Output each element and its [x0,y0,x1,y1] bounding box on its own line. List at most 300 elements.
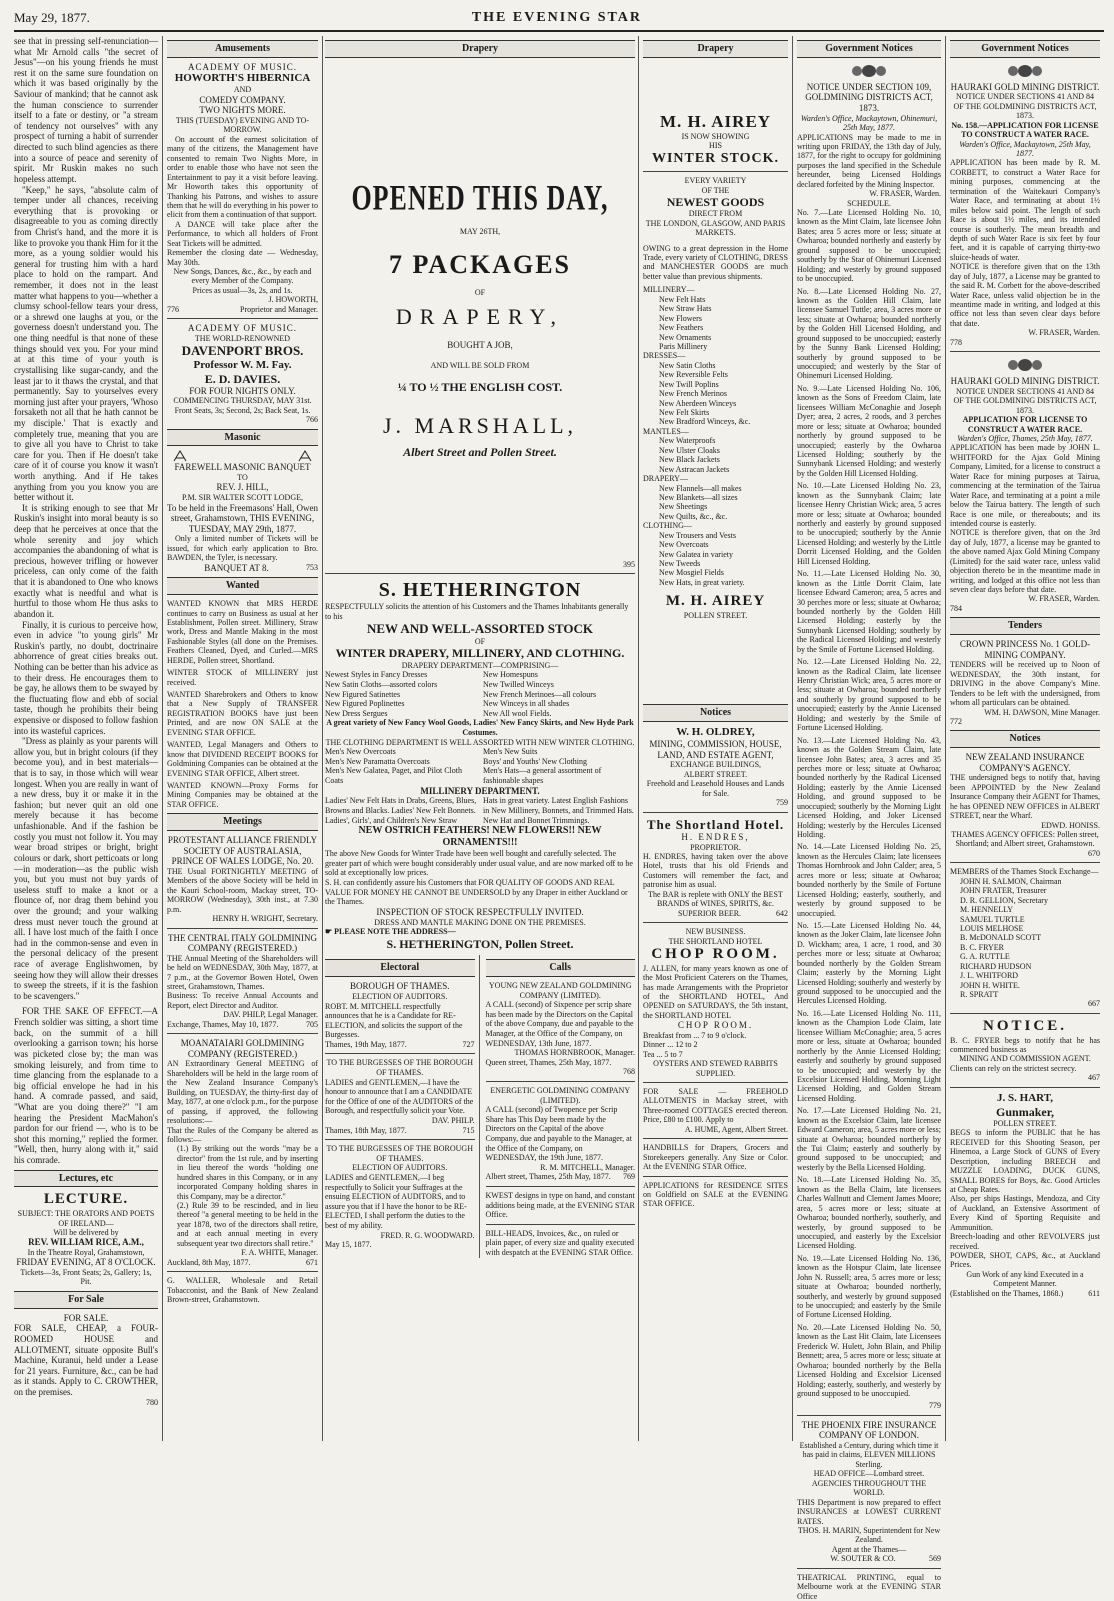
opened-date: MAY 26TH, [459,227,501,237]
section-header-wanted: Wanted [167,577,318,595]
ad-number: 715 [462,1125,475,1135]
electoral-election: ELECTION OF AUDITORS. [352,1163,448,1173]
whitford-notice: NOTICE is therefore given, that on the 3rd day of July, 1877, a license may be granted to the above named Ajax Gold Mining Company (Limited) for the said water race, unless valid objection thereto be in the meantime made in writing, and lodged at this office not less than seven clear days before that date. [950,528,1100,595]
hetherington-flowers: NEW OSTRICH FEATHERS! NEW FLOWERS!! NEW ORNAMENTS!!! [358,825,602,849]
hart-gunmaker: Gunmaker, [996,1104,1054,1119]
waller-ad: G. WALLER, Wholesale and Retail Tobacconist, and the Bank of New Zealand Brown-street, Grahamstown. [167,1276,318,1304]
masonic-rev: REV. J. HILL, [216,482,269,493]
member: JOHN H. SALMON, Chairman [960,876,1062,886]
airey-of: OF THE [701,185,730,195]
stock-item: New Bradford Winceys, &c. [659,417,751,427]
section-header-notices: Notices [950,730,1100,748]
howorth-songs: New Songs, Dances, &c., &c., by each and every Member of the Company. [173,267,312,286]
warden-office: Warden's Office, Mackaytown, Ohinemuri, 25th May, 1877. [800,113,938,133]
column-5 [797,36,941,1601]
stock-item: New French Merinos [659,389,727,399]
freehold-ad: FOR SALE — FREEHOLD ALLOTMENTS in Mackay street, with Three-roomed COTTAGES erected thereon. Price, £80 to £100. Apply to [643,1087,788,1125]
stock-item: New Reversible Felts [659,370,728,380]
kwest-ad: KWEST designs in type on hand, and constant additions being made, at the EVENING STAR Office. [485,1190,635,1220]
member: B. McDONALD SCOTT [960,933,1042,943]
howorth-sign2: Proprietor and Manager. [240,304,318,314]
hetherington-address: S. HETHERINGTON, Pollen Street. [386,936,574,951]
lecture-title: LECTURE. [43,1191,129,1208]
billheads-ad: BILL-HEADS, Invoices, &c., on ruled or plain paper, of every size and quality executed with despatch at the EVENING STAR Office. [485,1228,635,1257]
whitford-application: APPLICATION has been made by JOHN L. WHITFORD for the Ajax Gold Mining Company, Limited, for a license to construct a Water Race for mining purposes at Tairua, commencing at the termination of the Tairua Water Race, and terminating at a point a mile below the Tairua battery. The length of such Race is one mile, or thereabouts; and its intended course is easterly. [950,443,1100,528]
howorth-and: AND [233,85,252,95]
article-paragraph: "Dress as plainly as your parents will allow you, but in bright colours (if they become you), and in best materials—that is to say, in those which will wear longest. When you are really in want of a new dress, buy it or make it in the fashion; but never quit an old one merely because it has become unfashionable. And if the fashion be costly you must not follow it. You may wear broad stripes or bright, bright colours or dark, short petticoats or long—in moderation—as the public wish you, but you must not buy yards of useless stuff to make a knot or a flounce of, nor drag them behind you over the ground; and your walking dress must never touch the ground at all. I have lost much of the faith I once had in the common-sense and even in the personal delicacy of the present race of average Englishwomen, by seeing how they will allow their dresses to sweep the streets, if it is the fashion to be scavengers." [14,736,158,1001]
drapery-item: New French Merinoes—all colours [483,689,597,699]
member: J. L. WHITFORD [960,971,1019,981]
schedule-item: No. 8.—Late Licensed Holding No. 27, known as the Golden Hill Claim, late licensee Samuel Tuttle; area, 3 acres more or less; situate at Owharoa; bounded northerly by the Golden Hill Licensed Holding, and ground supposed to be unoccupied; easterly by the Sunny Bank Licensed Holding; southerly by ground supposed to be unoccupied; and westerly by the Star of Ohinemuri Licensed Holding. [797,286,941,381]
wanted-ad: WANTED KNOWN—Proxy Forms for Mining Companies may be obtained at the STAR OFFICE. [167,780,318,809]
lecture-by: Will be delivered by [53,1227,119,1237]
stock-item: New Aberdeen Winceys [659,398,737,408]
airey-direct: DIRECT FROM [688,209,743,219]
stock-item: New Astracan Jackets [659,464,730,474]
moanataiari-rules: That the Rules of the Company be altered as follows:— [167,1125,318,1144]
clothing-department: THE CLOTHING DEPARTMENT IS WELL ASSORTED WITH NEW WINTER CLOTHING. [325,737,635,747]
hetherington-note [325,927,635,937]
lecture-place: In the Theatre Royal, Grahamstown, [27,1248,145,1257]
member: M. HENNELLY [960,905,1013,915]
member: SAMUEL TURTLE [960,914,1025,924]
schedule-item: No. 14.—Late Licensed Holding No. 25, known as the Hercules Claim; late licensees Thomas Hornbrook and John Calder; area, 5 acres more or less; situate at Owharoa; bounded northerly by the Smile of Fortune Licensed Holding; easterly, southerly, and westerly by ground supposed to be unoccupied. [797,842,941,918]
woodward-notice: LADIES and GENTLEMEN,—I beg respectfully to Solicit your Suffrages at the ensuing ELECTION of AUDITORS, and to assure you that if I have the honor to be RE-ELECTED, I shall perform the duties to the best of my ability. [325,1173,467,1230]
woodward-sign: FRED. R. G. WOODWARD. [380,1230,475,1240]
shortland-title: The Shortland Hotel. [646,816,785,832]
stock-item: New Tweeds [659,559,701,569]
howorth-nights: TWO NIGHTS MORE. [199,105,286,116]
category-mantles: MANTLES— [643,426,689,436]
philp-sign: DAV. PHILP. [431,1116,475,1126]
hart-name: J. S. HART, [997,1091,1053,1104]
electoral-date: Thames, 18th May, 1877. [325,1125,407,1135]
allen-body: J. ALLEN, for many years known as one of the Most Proficient Caterers on the Thames, has made Arrangements with the Proprietor of the SHORTLAND HOTEL, And OPENED on SATURDAYS, the 5th instant, the SHORTLAND HOTEL [643,963,788,1020]
paper-title: THE EVENING STAR [471,10,643,25]
hart-gunwork: Gun Work of any kind Executed in a Competent Manner. [966,1269,1084,1289]
note-label: PLEASE NOTE THE ADDRESS— [334,927,456,937]
stock-item: New Satin Cloths [659,360,716,370]
howorth-sign: J. HOWORTH, [268,295,318,305]
stock-item: New Straw Hats [659,304,712,314]
ad-number: 778 [950,337,962,347]
oldrey-street: ALBERT STREET. [683,769,748,779]
member: RICHARD HUDSON [960,961,1032,971]
lecture-tickets: Tickets—3s, Front Seats; 2s, Gallery; 1s, Pit. [20,1268,152,1287]
howorth-prices: Prices as usual—3s, 2s, and 1s. [192,285,293,295]
phoenix-marin: THOS. H. MARIN, Superintendent for New Zealand. [797,1525,941,1545]
section-header-drapery: Drapery [325,40,635,58]
section-header-notices: Notices [643,704,788,722]
hauraki-title: HAURAKI GOLD MINING DISTRICT. [950,376,1100,387]
ad-number: 611 [1088,1288,1100,1298]
anecdote: FOR THE SAKE OF EFFECT.—A French soldier was sitting, a short time back, on the summit of a hill overlooking a garrison town; his horse was picketed close by; the man was smoking leisurely, and from time to time glancing from the esplanade to a big official envelope he had in his hand. A comrade passed, and said, "What are you doing there?" "I am hearing the President MacMahon's pardon for our friend —, who is to be shot this morning," replied the former. "Well, then, hurry along with it," said his comrade. [14,1006,158,1165]
masonic-time: BANQUET AT 8. [204,562,269,573]
young-nz-title: YOUNG NEW ZEALAND GOLDMINING COMPANY (LIMITED). [488,981,632,1000]
young-nz-sign: THOMAS HORNBROOK, Manager. [514,1048,635,1058]
section-header-lectures: Lectures, etc [14,1170,158,1188]
fryer-notice: B. C. FRYER begs to notify that he has commenced business as [950,1035,1100,1055]
davenport-title: DAVENPORT BROS. [181,343,304,359]
stock-item: New Sheetings [659,502,708,512]
for-sale-text: FOR SALE, CHEAP, a FOUR-ROOMED HOUSE and ALLOTMENT, situate opposite Bull's Machine, Kuranui, held under a Lease for 21 years. Furniture, &c., can be had as it stands. Apply to C. CROWTHER, on the premises. [14,1323,158,1397]
clothing-item: Men's Hats—a general assortment of fashionable shapes [483,766,602,785]
stock-item: Paris Millinery [659,341,708,351]
opened-title: OPENED THIS DAY, [351,177,609,218]
hart-street: POLLEN STREET. [993,1118,1057,1128]
davenport-nights: FOR FOUR NIGHTS ONLY. [189,385,296,396]
newbiz: NEW BUSINESS. [685,927,746,937]
opened-cost: ¼ TO ½ THE ENGLISH COST. [397,380,563,395]
davenport-commencing: COMMENCING THURSDAY, MAY 31st. [173,396,312,406]
hart-body: BEGS to inform the PUBLIC that he has RECEIVED for this Shooting Season, per Hinemoa, a Large Stock of GUNS of Every Description, including BREECH and MUZZLE LOADING, DUCK GUNS, SMALL BORES for Boys, &c. Good Articles at Cheap Rates. [950,1128,1100,1194]
drapery-item: New All wool Fields. [483,708,552,718]
howorth-title: HOWORTH'S HIBERNICA [174,72,311,85]
column-2 [167,36,318,1444]
member: D. R. GELLION, Secretary [960,895,1048,905]
phoenix-established: Established a Century, during which time it has paid in claims, ELEVEN MILLIONS Sterling. [799,1441,939,1469]
drapery-item: New Figured Satinettes [325,689,401,699]
lecturer: REV. WILLIAM RICE, A.M., [28,1237,144,1248]
phoenix-head: HEAD OFFICE—Lombard street. [813,1469,925,1479]
category-drapery: DRAPERY— [643,474,688,484]
section-header-government: Government Notices [797,40,941,58]
energetic-sign: R. M. MITCHELL, Manager. [540,1162,635,1172]
stock-item: New Waterproofs [659,436,716,446]
royal-arms-icon [849,62,889,78]
member: B. C. FRYER [960,942,1005,952]
opened-sold: AND WILL BE SOLD FROM [430,360,530,370]
issue-date: May 29, 1877. [14,10,90,25]
agency-offices: THAMES AGENCY OFFICES: Pollen street, Shortland; and Albert street, Grahamstown. [951,830,1099,849]
energetic-call: A CALL (second) of Twopence per Scrip Share has This Day been made by the Directors on the Capital of the above Company, due and payable to the Manager, at the Office of the Company, on WEDNESDAY, the 19th June, 1877. [485,1105,632,1163]
column-4 [643,36,788,1444]
fryer-clients: Clients can rely on the strictest secrecy. [950,1063,1077,1073]
stock-item: New Overcoats [659,540,709,550]
moanataiari-rule-2: (2.) Rule 39 to be rescinded, and in lieu thereof "a general meeting to be held in the year 1878, two of the directors shall retire, and at each annual meeting in every subsequent year two directors shall retire." [177,1201,318,1248]
masonic-body: To be held in the Freemasons' Hall, Owen street, Grahamstown, THIS EVENING, TUESDAY, MAY 29th, 1877. [167,502,318,534]
member: JOHN FRATER, Treasurer [960,886,1047,896]
stock-item: New Flowers [659,313,702,323]
airey-showing: IS NOW SHOWING [681,131,750,141]
stock-item: New Trousers and Vests [659,530,736,540]
lecture-subject: SUBJECT: THE ORATORS AND POETS OF IRELAND— [17,1209,155,1228]
schedule-item: No. 16.—Late Licensed Holding No. 111, known as the Champion Lode Claim, late licensee William McConaghie; area, 5 acres more or less, situate at Owharoa; bounded northerly by the Annie Licensed Holding; easterly and southerly by ground supposed to be unoccupied; and westerly by the Excelsior Licensed Holding, Morning Light Licensed Holding, and Golden Stream Licensed Holding. [797,1008,941,1103]
phoenix-agencies: AGENCIES THROUGHOUT THE WORLD. [811,1478,927,1498]
howorth-evening: THIS (TUESDAY) EVENING AND TO-MORROW. [175,116,310,135]
member: LOUIS MELHOSE [960,923,1024,933]
section-header-calls: Calls [486,959,636,977]
schedule-title: SCHEDULE. [847,198,891,208]
marshall-name: J. MARSHALL, [382,412,578,438]
pointing-hand-icon: ☛ [325,927,335,937]
warden-office: Warden's Office, Mackaytown, 25th May, 1877. [959,139,1091,159]
masthead [14,6,1104,32]
stock-item: New Felt Hats [659,294,706,304]
section-header-meetings: Meetings [167,813,318,831]
ad-number: 759 [776,798,788,808]
masonic-title: FAREWELL MASONIC BANQUET [174,462,311,473]
schedule-item: No. 10.—Late Licensed Holding No. 23, known as the Sunnybank Claim; late licensee Henry Christian Wick; area, 5 acres more or less; situate at Owharoa; bounded northerly and easterly by ground supposed to be unoccupied; southerly by the Annie Licensed Holding; and westerly by the Little Dorrit Licensed Holding, and the Golden Hill Licensed Holding. [797,481,941,566]
endres-prop: PROPRIETOR. [690,842,741,852]
ad-number: 753 [306,562,318,572]
honiss-sign: EDWD. HONISS. [1041,820,1100,830]
warden-office: Warden's Office, Thames, 25th May, 1877. [957,434,1093,444]
stock-item: New Ulster Cloaks [659,445,720,455]
water-race-application: APPLICATION FOR LICENSE TO CONSTRUCT A WATER RACE. [962,415,1088,434]
stock-item: New Hats, in great variety. [659,577,745,587]
schedule-item: No. 11.—Late Licensed Holding No. 30, known as the Little Dorrit Claim, late licensee Edward Cameron; area, 5 acres and 30 perches more or less; situate at Owharoa; bounded northerly by the Golden Hill Licensed Holding; easterly by the Sunnybank Licensed Holding; southerly by the Radical Licensed Holding; and westerly by the Smile of Fortune Licensed Holding. [797,569,941,654]
airey-his: HIS [709,141,722,151]
schedule-item: No. 12.—Late Licensed Holding No. 22, known as the Radical Claim, late licensee Henry Christian Wick; area, 5 acres more or less; situate at Owharoa; bounded northerly and southerly by ground supposed to be unoccupied; easterly by the Annie Licensed Holding; and westerly by the Smile of Fortune Licensed Holding. [797,657,941,733]
ad-number: 776 [167,304,179,314]
nz-insurance-body: THE undersigned begs to notify that, having been APPOINTED by the New Zealand Insurance Company their AGENT for Thames, he has OPENED NEW OFFICES in ALBERT STREET, near the Wharf. [950,773,1100,821]
endres-beer: SUPERIOR BEER. [677,908,742,918]
electoral-borough: BOROUGH OF THAMES. [349,981,450,992]
hetherington-intro: RESPECTFULLY solicits the attention of his Customers and the Thames Inhabitants generally to his [325,602,629,621]
mitchell-notice: ROBT. M. MITCHELL respectfully announces that he is a Candidate for RE-ELECTION, and solicits the support of the Burgesses. [325,1001,463,1040]
electoral-burgesses: TO THE BURGESSES OF THE BOROUGH OF THAMES. [326,1144,473,1163]
corbett-notice: NOTICE is therefore given that on the 13th day of July, 1877, a License may be granted to the said R. M. Corbett for the above-described Water Race, unless valid objection be in the meantime made in writing, and lodged at this office not less than seven clear days before that date. [950,262,1100,328]
warden-sign: W. FRASER, Warden. [1028,328,1100,338]
hetherington-winter: WINTER DRAPERY, MILLINERY, AND CLOTHING. [335,646,625,661]
airey-sign: M. H. AIREY [665,593,766,610]
davenport-seats: Front Seats, 3s; Second, 2s; Back Seat, 1s. [174,405,311,415]
phoenix-title: THE PHOENIX FIRE INSURANCE COMPANY OF LONDON. [801,1419,937,1441]
section-header-electoral: Electoral [325,959,475,977]
hours-row: Breakfast from ... 7 to 9 o'clock. [643,1030,747,1040]
drapery-item: New Winceys in all shades [483,699,570,709]
airey-every: EVERY VARIETY [684,176,747,186]
schedule-item: No. 19.—Late Licensed Holding No. 136, known as the Hotspur Claim, late licensee John N. Russell; area, 5 acres more or less; situate at Owharoa; bounded northerly, southerly, and westerly by ground supposed to be unoccupied; and easterly by the Smile of Fortune Licensed Holding. [797,1253,941,1320]
stock-item: New Quilts, &c., &c. [659,511,728,521]
airey-newest: NEWEST GOODS [666,195,765,210]
millinery-left: Ladies' New Felt Hats in Drabs, Greens, Blues, Browns and Blacks. Ladies' New Felt Bonnets. Ladies', Girls', and Children's New Straw [325,796,477,825]
stock-item: New Feathers [659,323,704,333]
stock-item: New Flannels—all makes [659,483,742,493]
for-sale-title: FOR SALE. [63,1312,109,1323]
moanataiari-sign: F. A. WHITE, Manager. [241,1248,318,1258]
category-clothing: CLOTHING— [643,521,692,531]
wanted-ad: WANTED, Legal Managers and Others to know that DIVIDEND RECEIPT BOOKS for Goldmining Companies can be obtained at the EVENING STAR OFFICE, Albert street. [167,740,318,778]
royal-arms-icon [1005,356,1045,372]
wanted-ad: WINTER STOCK of MILLINERY just received. [167,668,318,687]
category-dresses: DRESSES— [643,351,686,361]
applications-ad: APPLICATIONS for RESIDENCE SITES on Goldfield on SALE at the EVENING STAR OFFICE. [643,1180,788,1209]
central-sign: DAV. PHILP, Legal Manager. [223,1010,318,1020]
philp-notice: LADIES and GENTLEMEN,—I have the honour to announce that I am a CANDIDATE for the Office of one of the AUDITORS of the Borough, and respectfully solicit your Vote. [325,1077,474,1116]
opened-of: OF [474,287,486,297]
opened-drapery: DRAPERY, [395,303,565,329]
stock-item: New Galatea in variety [659,549,733,559]
moanataiari-rule-1: (1.) By striking out the words "may be a director" from the 1st rule, and by inserting in lieu thereof the words "holding one hundred shares in this Company, or in any incorporated Company holding shares in this Company, may be a director." [177,1144,318,1201]
central-business: Business: To receive Annual Accounts and Report, elect Director and Auditor. [167,991,318,1010]
ad-number: 395 [623,559,635,569]
protestant-sign: HENRY H. WRIGHT, Secretary. [212,914,318,924]
stock-item: New Black Jackets [659,455,720,465]
electoral-burgesses: TO THE BURGESSES OF THE BOROUGH OF THAMES. [326,1058,473,1078]
sections-notice: NOTICE UNDER SECTIONS 41 AND 84 OF THE GOLDMINING DISTRICTS ACT, 1873. [953,92,1097,121]
member: JOHN H. WHITE. [960,980,1020,990]
masonic-tickets: Only a limited number of Tickets will be issued, for which early application to Bro. BAWDEN, the Tyler, is necessary. [167,534,318,563]
column-1 [14,36,158,1444]
electoral-election: ELECTION OF AUDITORS. [352,991,448,1001]
tenders-body: TENDERS will be received up to Noon of WEDNESDAY, the 30th instant, for DRIVING in the above Company's Mine. Tenders to be left with the undersigned, from whom all particulars can be obtained. [950,660,1100,708]
moanataiari-date: Auckland, 8th May, 1877. [167,1257,251,1267]
young-nz-date: Queen street, Thames, 25th May, 1877. [485,1057,612,1067]
ad-number: 772 [950,716,962,726]
young-nz-call: A CALL (second) of Sixpence per scrip share has been made by the Directors on the Capital of the above Company, due and payable to the Manager, at the Office of the Company, on WEDNESDAY, 13th June, 1877. [485,1000,634,1048]
energetic-title: ENERGETIC GOLDMINING COMPANY (LIMITED). [490,1086,631,1105]
oldrey-exchange: EXCHANGE BUILDINGS, [669,760,762,770]
schedule-item: No. 15.—Late Licensed Holding No. 44, known as the Joker Claim, late licensee John D. Wickham; area, 1 acre, 1 rood, and 30 perches more or less; situate at Owharoa; bounded northerly by the Golden Stream Claim; easterly by the Morning Light Licensed Holding; southerly and westerly by ground supposed to be unoccupied and the Hercules Licensed Holding. [797,920,941,1006]
hart-established: (Established on the Thames, 1868.) [950,1288,1064,1298]
ad-number: 467 [1088,1073,1100,1083]
airey-name: M. H. AIREY [659,111,772,131]
chop-room-2: CHOP ROOM. [677,1020,754,1031]
opened-job: BOUGHT A JOB, [447,339,513,350]
member: G. A. RUTTLE [960,952,1010,962]
section-header-government: Government Notices [950,40,1100,58]
section-header-amusements: Amusements [167,40,318,58]
ad-number: 671 [306,1257,318,1267]
hetherington-above: The above New Goods for Winter Trade have been well bought and carefully selected. The greater part of which were bought considerably under usual value, and are now marked off to be sold at exceptionally low prices. [325,849,633,878]
hotel-title: THE SHORTLAND HOTEL [668,936,763,946]
howorth-company: COMEDY COMPANY. [199,94,286,105]
hetherington-assure: S. H. can confidently assure his Customers that FOR QUALITY OF GOODS AND REAL VALUE FOR MONEY HE CANNOT BE UNDERSOLD by any Draper in either Auckland or the Thames. [325,877,628,907]
section-header-masonic: Masonic [167,429,318,447]
howorth-body: On account of the earnest solicitation of many of the citizens, the Management have consented to remain Two Nights More, in order to enable those who have not seen the Entertainment to pay it a visit before leaving. Mr Howorth takes this opportunity of Thanking his Patrons, and wishes to assure them that he will do everything in his power to elicit from them a continuation of that support. [167,134,318,220]
stock-item: New Mosgiel Fields [659,568,724,578]
clothing-item: Men's New Suits [483,747,538,757]
article-paragraph: "Keep," he says, "absolute calm of temper under all chances, receiving everything that is provoking or disagreeable to you as coming directly from Christ's hand, and the more it is like to provoke you thank Him for it the more, as a young soldier would his general for trusting him with a hard place to hold on the rampart. And remember, it does not in the least matter what happens to you—whether a clumsy school-fellow tears your dress, or a shrewd one laughs at you, or the governess doesn't understand you. The one thing needful is that none of these things should vex you. For your mind at at this time of your youth is crystallising like sugar-candy, and the least jar to it thaws the crystal, and that permanently. Say to yourselves every morning just after your prayers, 'Whoso forsaketh not all that he hath cannot be my disciple.' That is exactly and completely true, meaning that you are to give all you have to Christ to take care for you. Then if He doesn't take care of it of course you know it wasn't worth anything. And if He takes anything from you you know you are better without it. [14,184,158,503]
ad-number: 727 [462,1039,475,1049]
central-date: Exchange, Thames, May 10, 1877. [167,1019,279,1029]
category-millinery: MILLINERY— [643,285,695,295]
drapery-item: New Satin Cloths—assorted colors [325,680,438,690]
oysters: OYSTERS AND STEWED RABBITS SUPPLIED. [653,1059,778,1078]
ad-number: 705 [306,1019,318,1029]
protestant-body: THE Usual FORTNIGHTLY MEETING of Members of the above Society will be held in the Kauri School-room, Mackay street, TO-MORROW (Wednesday), 30th inst., at 7.30 p.m. [167,866,318,914]
hetherington-name: S. HETHERINGTON [378,579,582,602]
masonic-emblems [167,450,318,462]
drapery-department: DRAPERY DEPARTMENT—COMPRISING— [401,660,559,670]
chop-room: CHOP ROOM. [651,945,780,962]
wanted-ad: WANTED Sharebrokers and Others to know that a New Supply of TRANSFER REGISTRATION BOOKS have just been Printed, and are now ON SALE at the EVENING STAR OFFICE. [167,690,318,737]
phoenix-agent: Agent at the Thames— [831,1544,907,1554]
dawson-sign: WM. H. DAWSON, Mine Manager. [984,707,1100,717]
ad-number: 569 [929,1554,941,1564]
hours-row: Tea ... 5 to 7 [643,1049,683,1059]
stock-item: New Ornaments [659,332,712,342]
article-paragraph: It is striking enough to see that Mr Ruskin's insight into moral beauty is so deep that he perceives at once that the whole serenity and joy which accompanies the abandoning of what is precious, however trifling or however priceless, can only come of the faith that it is abandoned to One who knows exactly what is needful and what is hurtful to those whom He thus asks to abandon it. [14,502,158,619]
handbills-ad: HANDBILLS for Drapers, Grocers and Storekeepers generally. Any Size or Color. At the EVENING STAR Office. [643,1143,788,1172]
davenport-academy: ACADEMY OF MUSIC. [188,323,297,334]
ad-number: 768 [623,1067,635,1077]
schedule-item: No. 13.—Late Licensed Holding No. 43, known as the Golden Stream Claim, late licensee John Bates; area, 3 acres and 35 perches more or less; situate at Owharoa; bounded northerly by the Radical Licensed Holding; easterly by the Annie Licensed Holding, and ground supposed to be unoccupied; southerly by the Morning Light Licensed Holding, and Joker Licensed Holding; westerly by the Hercules Licensed Holding. [797,735,941,839]
section-109-title: NOTICE UNDER SECTION 109, GOLDMINING DISTRICTS ACT, 1873. [805,81,933,114]
members-intro: MEMBERS of the Thames Stock Exchange— [950,867,1099,877]
section-header-tenders: Tenders [950,617,1100,635]
central-body: THE Annual Meeting of the Shareholders will be held on WEDNESDAY, 30th May, 1877, at 7 p.m., at the Governor Bowen Hotel, Owen street, Grahamstown, Thames. [167,953,318,992]
ad-number: 780 [146,1397,158,1407]
phoenix-insure: THIS Department is now prepared to effect INSURANCES at LOWEST CURRENT RATES. [797,1497,941,1526]
drapery-item: New Figured Poplinettes [325,699,405,709]
hetherington-dress: DRESS AND MANTLE MAKING DONE ON THE PREMISES. [374,917,586,927]
howorth-remember: Remember the closing date — Wednesday, May 30th. [167,248,318,267]
hart-revolvers: Breech-loading and other REVOLVERS just received. [950,1232,1100,1251]
hetherington-of: OF [474,636,486,646]
column-6 [950,36,1100,1444]
endres-name: H. ENDRES, [681,831,750,842]
drapery-item: New Homespuns [483,670,538,680]
moanataiari-title: MOANATAIARI GOLDMINING COMPANY (REGISTERED.) [180,1038,305,1059]
endres-body: H. ENDRES, having taken over the above Hotel, trusts that his old Friends and Customers will remember the fact, and patronise him as usual. [643,852,788,890]
stock-item: New Twill Poplins [659,379,719,389]
phoenix-souter: W. SOUTER & CO. [830,1554,896,1564]
airey-street: POLLEN STREET. [683,611,748,621]
member: R. SPRATT [960,990,999,1000]
ad-number: 642 [776,908,788,918]
electoral-date: Thames, 19th May, 1877. [325,1039,407,1049]
theatrical-printing: THEATRICAL PRINTING, equal to Melbourne work at the EVENING STAR Office [797,1572,941,1601]
oldrey-business: MINING, COMMISSION, HOUSE, LAND, AND ESTATE AGENT, [649,739,782,760]
section-header-for-sale: For Sale [14,1291,158,1309]
fryer-agent: MINING AND COMMISSION AGENT. [959,1054,1091,1064]
howorth-dance: A DANCE will take place after the Performance, to which all holders of Front Seat Tickets will be admitted. [167,219,318,248]
endres-bar: The BAR is replete with ONLY the BEST BRANDS of WINES, SPIRITS, &c. [648,889,783,909]
moanataiari-body: AN Extraordinary General MEETING of Shareholders will be held in the large room of the New Zealand Insurance Company's Building, on TUESDAY, the thirty-first day of May, 1877, at one o'clock p.m., for the purpose of passing, if approved, the following resolutions:— [167,1059,318,1126]
airey-markets: THE LONDON, GLASGOW, AND PARIS MARKETS. [645,218,786,238]
oldrey-name: W. H. OLDREY, [676,726,755,739]
schedule-item: No. 20.—Late Licensed Holding No. 50, known as the Last Hit Claim, late Licensees Frederick W. Hulett, John Blain, and Philip Bennett; area, 5 acres more or less; situate at Owharoa; bounded northerly by the Bella Licensed Holding and Excelsior Licensed Holding; easterly, southerly, and westerly by ground supposed to be unoccupied. [797,1322,941,1398]
warden-sign: W. FRASER, Warden. [1028,594,1100,604]
davenport-world: THE WORLD-RENOWNED [194,333,291,343]
notice-title: NOTICE. [983,1017,1067,1034]
schedule-item: No. 7.—Late Licensed Holding No. 10, known as the Mint Claim, late licensee John Bates; area 5 acres more or less; situate at Owharoa; bounded northerly and easterly by ground supposed to be unoccupied; southerly by the Star of Ohinemuri Licensed Holding; and westerly by ground supposed to be unoccupied. [797,208,941,284]
corbett-application: APPLICATION has been made by R. M. CORBETT, to construct a Water Race for mining purposes, commencing at the termination of the Waitekauri Company's Water Race, and terminating at about 1½ miles below said point. The length of such Race is about 1½ miles, and its intended course is southerly. The mean breadth and depth of such Water Race is six feet by four feet, and it is capable of carrying thirty-two sluice-heads of water. [950,158,1100,262]
schedule-item: No. 18.—Late Licensed Holding No. 35, known as the Bella Claim, late licensees Charles Wallnutt and Clement James Moore; area, 5 acres more or less; situate at Owharoa; bounded northerly, southerly, and westerly, by ground supposed to be unoccupied, and easterly by the Excelsior Licensed Holding. [797,1175,941,1251]
howorth-academy: ACADEMY OF MUSIC. [188,61,297,72]
davenport-davies: E. D. DAVIES. [204,371,281,386]
hart-also: Also, per ships Hastings, Mendoza, and City of Auckland, an Extensive Assortment of Every Kind of Sporting Requisite and Ammunition. [950,1194,1100,1232]
drapery-item: New Dress Sergues [325,708,388,718]
davenport-fay: Professor W. M. Fay. [193,358,292,371]
millinery-department: MILLINERY DEPARTMENT. [420,785,540,796]
hauraki-title: HAURAKI GOLD MINING DISTRICT. [950,81,1100,92]
hart-powder: POWDER, SHOT, CAPS, &c., at Auckland Prices. [950,1251,1100,1270]
square-compass-icon [298,450,312,462]
clothing-item: Men's New Overcoats [325,747,396,757]
hetherington-invited: INSPECTION OF STOCK RESPECTFULLY INVITED. [376,906,584,917]
central-title: THE CENTRAL ITALY GOLDMINING COMPANY (REGISTERED.) [168,932,317,954]
nz-insurance-title: NEW ZEALAND INSURANCE COMPANY'S AGENCY. [965,752,1085,773]
hume-sign: A. HUME, Agent, Albert Street. [684,1124,788,1134]
oldrey-freehold: Freehold and Leasehold Houses and Lands for Sale. [646,779,785,798]
airey-winter: WINTER STOCK. [651,150,780,166]
applications-body: APPLICATIONS may be made to me in writing upon FRIDAY, the 13th day of July, 1877, for the right to occupy for goldmining purposes the land specified in the Schedule hereunder, being Licensed Holdings declared forfeited by the Mining Inspector. [797,132,941,189]
ad-number: 766 [306,415,318,425]
royal-arms-icon [1005,62,1045,78]
column-3 [325,36,635,1444]
marshall-address: Albert Street and Pollen Street. [403,445,557,460]
energetic-date: Albert street, Thames, 25th May, 1877. [485,1172,611,1182]
wanted-ad: WANTED KNOWN that MRS HERDE continues to carry on Business as usual at her Establishment, Pollen street. Millinery, Straw work, Dress and Mantle Making in the most Fashionable Styles (all done on the Premises. Feathers Cleaned, Dyed, and Curled.—MRS HERDE, Pollen street, Shortland. [167,599,318,665]
clothing-item: Men's New Galatea, Paget, and Pilot Cloth Coats [325,766,462,785]
airey-owing: OWING to a great depression in the Home Trade, every variety of CLOTHING, DRESS and MANCHESTER GOODS are much better value than previous shipments. [643,243,788,281]
article-paragraph: see that in pressing self-renunciation— what Mr Arnold calls "the secret of Jesus"—on his young friends he must rest it on the same sure foundation on which it was based originally by the Saviour of mankind; that he cannot ask the human conscience to surrender itself to a fate or destiny, or "a stream of tendency not ourselves" with any prospect of turning a habit of surrender directed to such blind agencies as there into a source of peace and serenity of spirit. Mr Ruskin makes no such hopeless attempt. [14,36,158,184]
hetherington-stock: NEW AND WELL-ASSORTED STOCK [366,621,594,637]
